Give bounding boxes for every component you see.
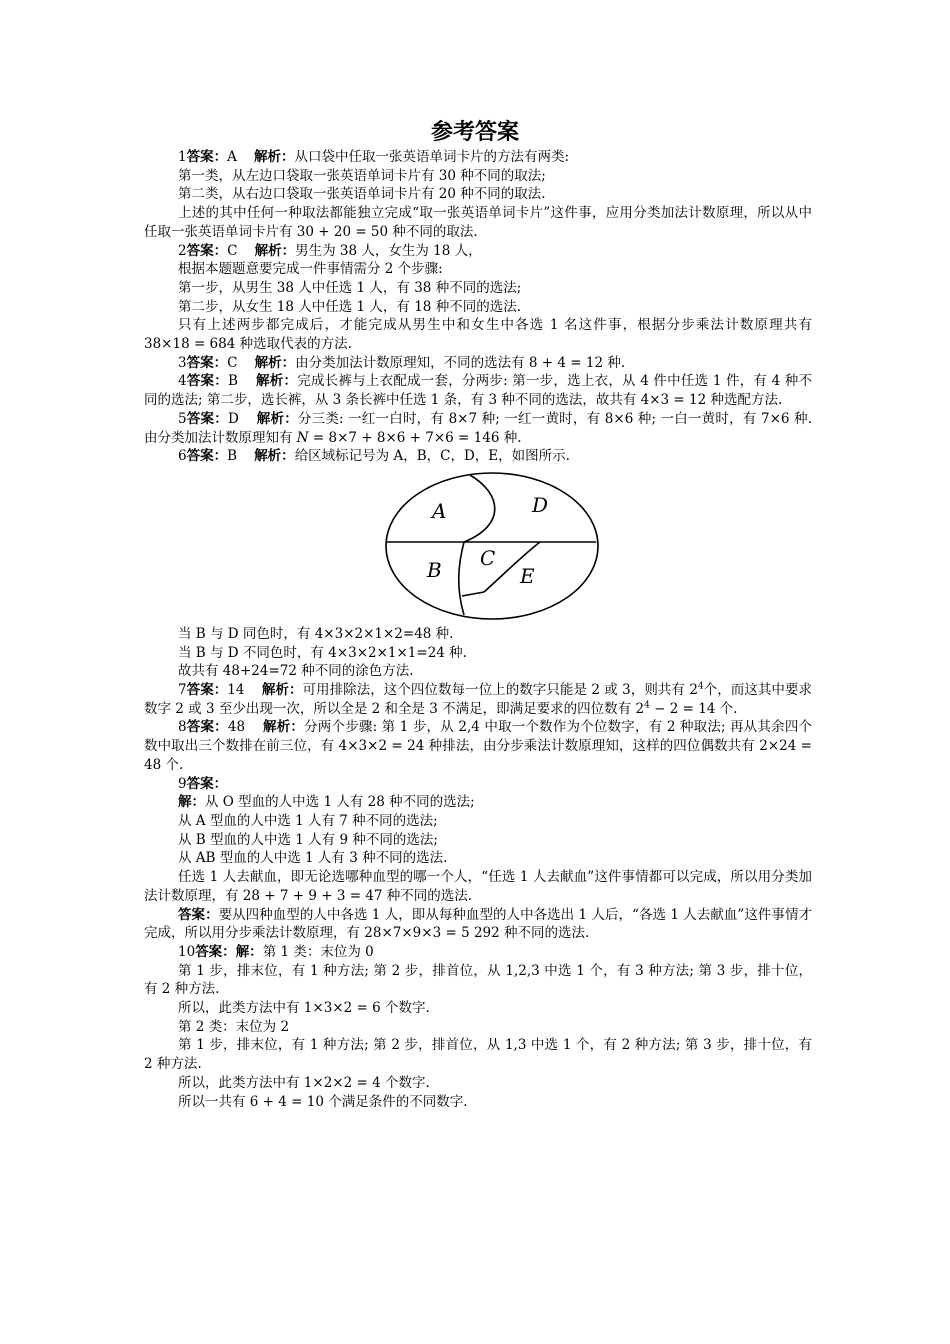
q2-answer: C [227, 242, 238, 259]
q10-line: 第 1 类：末位为 0 [262, 943, 374, 960]
q10-line: 所以一共有 6 + 4 = 10 个满足条件的不同数字. [178, 1093, 468, 1110]
analysis-label: 解析： [256, 373, 298, 390]
answer-label: 答案： [186, 719, 228, 736]
q9-line: 从 O 型血的人中选 1 人有 28 种不同的选法; [205, 794, 475, 811]
q1-answer: A [227, 149, 237, 165]
region-label-d: D [532, 492, 549, 517]
q2-line: 只有上述两步都完成后，才能完成从男生中和女生中各选 1 名这件事，根据分步乘法计数原理共有 38×18 = 684 种选取代表的方法. [144, 317, 812, 353]
q8-answer: 48 [227, 719, 246, 736]
solution-label: 解： [178, 794, 205, 811]
analysis-label: 解析： [254, 149, 295, 165]
q10-line: 第 2 类：末位为 2 [178, 1018, 290, 1035]
q5-answer: D [227, 410, 239, 427]
q9-solution [144, 793, 812, 812]
region-label-c: C [480, 545, 496, 570]
q6-number: 6 [178, 448, 187, 465]
answer-label: 答案： [186, 373, 229, 390]
region-label-a: A [432, 498, 447, 523]
q2-line: 第一步，从男生 38 人中任选 1 人，有 38 种不同的选法; [178, 279, 522, 296]
q10-line: 第 1 步，排末位，有 1 种方法; 第 2 步，排首位，从 1,3 中选 1 个，有 2 种方法; 第 3 步，排十位，有 2 种方法. [144, 1037, 812, 1073]
answer-label: 答案： [186, 682, 228, 699]
q1-header [144, 148, 812, 167]
q9-line: 任选 1 人去献血，即无论选哪种血型的哪一个人，“任选 1 人去献血”这件事情都可以完成，所以用分类加法计数原理，有 28 + 7 + 9 + 3 = 47 种不同的选法. [144, 869, 812, 904]
q1-line: 第二类，从右边口袋取一张英语单词卡片有 20 种不同的取法. [178, 186, 546, 203]
q5-line: 分三类: 一红一白时，有 8×7 种; 一红一黄时，有 8×6 种; 一白一黄时，有 7×6 种. 由分类加法计数原理知有 [144, 410, 813, 446]
q4-answer: B [228, 373, 238, 390]
q9-answer [144, 906, 812, 943]
q4-header [144, 372, 812, 409]
q7-answer: 14 [227, 682, 245, 699]
q2-line: 根据本题题意要完成一件事情需分 2 个步骤: [178, 261, 443, 278]
q2-header [144, 242, 812, 261]
q9-line: 从 AB 型血的人中选 1 人有 3 种不同的选法. [178, 850, 448, 867]
q9-number: 9 [178, 775, 187, 792]
q7-number: 7 [178, 682, 187, 699]
analysis-label: 解析： [254, 448, 295, 465]
q8-line: 分两个步骤: 第 1 步，从 2,4 中取一个数作为个位数字，有 2 种取法; 再从其余四个数中取出三个数排在前三位，有 4×3×2 = 24 种排法，由分步乘法计数原理知，这样的四位偶数共有 2×24 = 48 个. [144, 719, 813, 773]
q5-line: = 8×7 + 8×6 + 7×6 = 146 种. [308, 429, 522, 446]
region-label-b: B [427, 557, 442, 582]
q10-number: 10 [178, 943, 196, 960]
region-diagram [144, 470, 812, 624]
q2-line: 第二步，从女生 18 人中任选 1 人，有 18 种不同的选法. [178, 298, 521, 315]
q1-number: 1 [178, 149, 187, 165]
q4-line: 完成长裤与上衣配成一套，分两步: 第一步，选上衣，从 4 件中任选 1 件，有 4 种不同的选法; 第二步，选长裤，从 3 条长裤中任选 1 条，有 3 种不同的选法，故共有 4×3 = 12 种选配方法. [144, 373, 813, 409]
q9-line: 从 B 型血的人中选 1 人有 9 种不同的选法; [178, 831, 438, 848]
q1-line: 从口袋中任取一张英语单词卡片的方法有两类: [294, 149, 570, 165]
q6-answer: B [227, 448, 238, 465]
answer-content [144, 148, 812, 1111]
divider-bottom [462, 592, 484, 596]
solution-label: 解： [235, 943, 263, 960]
q6-line: 故共有 48+24=72 种不同的涂色方法. [178, 663, 414, 680]
q1-line: 上述的其中任何一种取法都能独立完成“取一张英语单词卡片”这件事，应用分类加法计数原理，所以从中任取一张英语单词卡片有 30 + 20 = 50 种不同的取法. [144, 205, 812, 240]
q1-line: 第一类，从左边口袋取一张英语单词卡片有 30 种不同的取法; [178, 167, 546, 184]
analysis-label: 解析： [256, 410, 298, 427]
answer-label: 答案： [186, 448, 228, 465]
analysis-label: 解析： [261, 682, 303, 699]
q3-answer: C [227, 354, 238, 371]
region-diagram-svg [384, 470, 602, 622]
q2-line: 男生为 38 人，女生为 18 人， [295, 242, 482, 259]
q6-line: 当 B 与 D 不同色时，有 4×3×2×1×1=24 种. [178, 644, 467, 661]
q10-line: 所以，此类方法中有 1×3×2 = 6 个数字. [178, 1000, 430, 1017]
answer-label: 答案： [195, 943, 236, 960]
q4-number: 4 [178, 373, 187, 390]
q10-line: 所以，此类方法中有 1×2×2 = 4 个数字. [178, 1074, 430, 1091]
analysis-label: 解析： [254, 354, 296, 371]
q5-number: 5 [178, 410, 187, 427]
q8-header [144, 718, 812, 774]
q3-header [144, 354, 812, 373]
q6-line: 当 B 与 D 同色时，有 4×3×2×1×2=48 种. [178, 625, 454, 642]
divider-a-d [464, 475, 495, 542]
q7-line: 个，而这其中要求数字 2 或 3 至少出现一次，所以全是 2 和全是 3 不满足，即满足要求的四位数有 2 [144, 682, 813, 717]
q7-line: 可用排除法，这个四位数每一位上的数字只能是 2 或 3，则共有 2 [302, 682, 698, 699]
q7-exponent: 4 [644, 700, 650, 711]
page-title: 参考答案 [430, 120, 519, 145]
q7-line: − 2 = 14 个. [649, 700, 738, 717]
q10-header [144, 943, 812, 962]
q6-line: 给区域标记号为 A，B，C，D，E，如图所示. [294, 448, 570, 465]
q5-variable: N [296, 429, 309, 446]
q9-header [144, 775, 812, 794]
q9-line: 要从四种血型的人中各选 1 人，即从每种血型的人中各选出 1 人后，“各选 1 人去献血”这件事情才完成，所以用分步乘法计数原理，有 28×7×9×3 = 5 292 种不同的选法. [144, 906, 812, 942]
q5-header [144, 410, 812, 447]
q7-exponent: 4 [697, 681, 704, 692]
q6-header [144, 447, 812, 466]
q8-number: 8 [178, 719, 187, 736]
answer-label: 答案： [178, 906, 219, 923]
answer-label: 答案： [186, 149, 228, 165]
divider-b-c [459, 542, 464, 615]
q9-line: 从 A 型血的人中选 1 人有 7 种不同的选法; [178, 812, 438, 829]
answer-label: 答案： [186, 410, 228, 427]
q7-header [144, 681, 812, 718]
q2-number: 2 [178, 242, 187, 259]
answer-label: 答案： [186, 354, 228, 371]
answer-label: 答案： [186, 775, 228, 792]
q3-number: 3 [178, 354, 187, 371]
q10-line: 第 1 步，排末位，有 1 种方法; 第 2 步，排首位，从 1,2,3 中选 1 个，有 3 种方法; 第 3 步，排十位，有 2 种方法. [144, 962, 812, 998]
region-label-e: E [520, 563, 535, 588]
answer-label: 答案： [186, 242, 228, 259]
analysis-label: 解析： [263, 719, 305, 736]
q3-line: 由分类加法计数原理知，不同的选法有 8 + 4 = 12 种. [295, 354, 626, 371]
analysis-label: 解析： [254, 242, 296, 259]
